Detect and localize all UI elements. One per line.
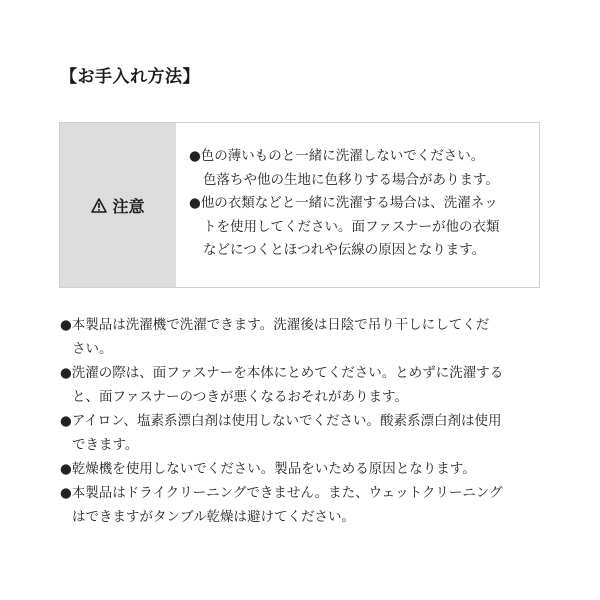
care-item-2-line-1: 洗濯の際は、面ファスナーを本体にとめてください。とめずに洗濯する bbox=[71, 365, 504, 381]
warning-box bbox=[59, 122, 540, 288]
care-item-1 bbox=[60, 313, 550, 361]
care-item-1-line-1: 本製品は洗濯機で洗濯できます。洗濯後は日陰で吊り干しにしてくだ bbox=[71, 317, 490, 333]
care-instructions-list bbox=[60, 313, 550, 529]
warning-item-1-line-2: 色落ちや他の生地に色移りする場合があります。 bbox=[203, 171, 499, 188]
warning-label-text: 注意 bbox=[112, 196, 145, 216]
warning-label-cell bbox=[60, 123, 176, 287]
care-item-3 bbox=[60, 409, 550, 457]
bullet-icon: ● bbox=[189, 148, 201, 164]
warning-triangle-icon bbox=[91, 198, 107, 213]
warning-item-2-line-1: 他の衣類などと一緒に洗濯する場合は、洗濯ネッ bbox=[200, 195, 498, 211]
bullet-icon: ● bbox=[60, 461, 72, 477]
bullet-icon: ● bbox=[60, 413, 72, 429]
warning-item-2 bbox=[189, 192, 539, 263]
care-item-1-line-2: さい。 bbox=[72, 341, 113, 357]
bullet-icon: ● bbox=[60, 485, 72, 501]
care-item-4-line-1: 乾燥機を使用しないでください。製品をいためる原因となります。 bbox=[71, 461, 476, 477]
bullet-icon: ● bbox=[189, 195, 201, 211]
bullet-icon: ● bbox=[60, 365, 72, 381]
warning-content bbox=[176, 123, 539, 287]
care-item-2 bbox=[60, 361, 550, 409]
warning-item-2-line-3: などにつくとほつれや伝線の原因となります。 bbox=[203, 242, 486, 258]
bullet-icon: ● bbox=[60, 317, 72, 333]
care-item-4 bbox=[60, 457, 550, 481]
page-title: 【お手入れ方法】 bbox=[60, 67, 200, 87]
care-item-3-line-2: できます。 bbox=[72, 437, 139, 453]
warning-item-1 bbox=[189, 145, 539, 192]
warning-item-2-line-2: トを使用してください。面ファスナーが他の衣類 bbox=[203, 218, 500, 235]
care-item-3-line-1: アイロン、塩素系漂白剤は使用しないでください。酸素系漂白剤は使用 bbox=[71, 413, 502, 429]
care-item-5-line-1: 本製品はドライクリーニングできません。また、ウェットクリーニング bbox=[71, 485, 503, 501]
care-item-5 bbox=[60, 481, 550, 529]
care-item-2-line-2: と、面ファスナーのつきが悪くなるおそれがあります。 bbox=[72, 389, 408, 405]
care-item-5-line-2: はできますがタンブル乾燥は避けてください。 bbox=[72, 509, 355, 525]
warning-item-1-line-1: 色の薄いものと一緒に洗濯しないでください。 bbox=[200, 148, 485, 164]
